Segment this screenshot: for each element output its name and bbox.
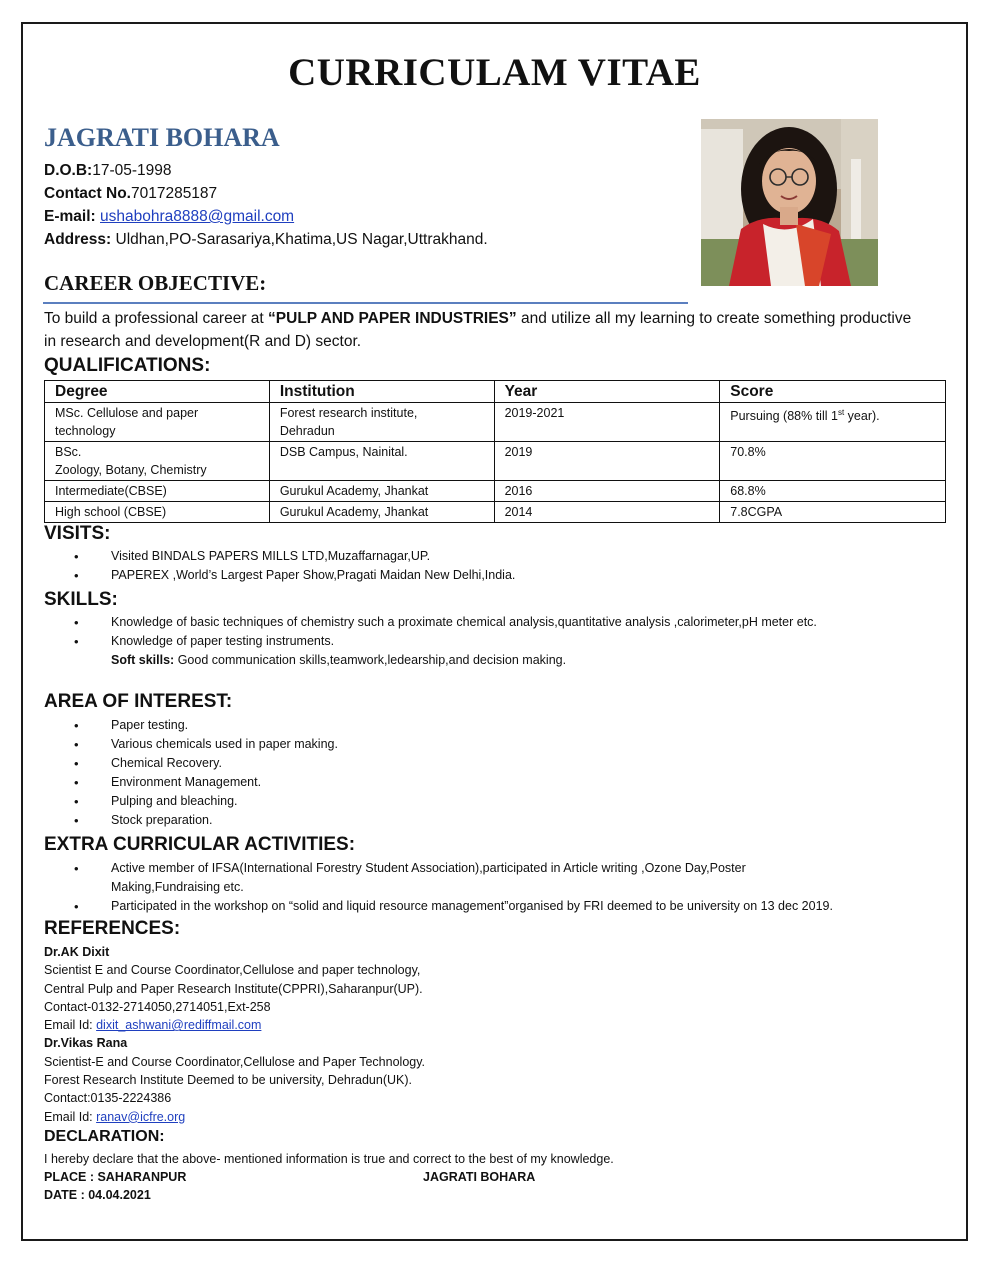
declaration-text: I hereby declare that the above- mentioned information is true and correct to the best of my knowledge. — [44, 1152, 614, 1166]
phone-line — [44, 184, 217, 204]
dob-value: 17-05-1998 — [92, 162, 172, 179]
reference-line: Scientist-E and Course Coordinator,Cellulose and Paper Technology. — [44, 1054, 426, 1069]
reference-line: Forest Research Institute Deemed to be university, Dehradun(UK). — [44, 1073, 412, 1088]
score-cell — [720, 403, 946, 442]
list-item: • Paper testing. — [74, 716, 338, 735]
year-cell: 2016 — [494, 481, 720, 502]
career-objective-text — [44, 307, 924, 353]
score-text: Pursuing (88% till 1 — [730, 409, 838, 424]
reference-line: Contact-0132-2714050,2714051,Ext-258 — [44, 999, 271, 1014]
soft-skills-label: Soft skills: — [111, 653, 175, 667]
institution-cell: Gurukul Academy, Jhankat — [269, 481, 494, 502]
reference-name: Dr.Vikas Rana — [44, 1036, 128, 1051]
address-label: Address: — [44, 231, 112, 248]
degree-cell — [45, 403, 270, 442]
list-item: • Stock preparation. — [74, 811, 338, 830]
place-line: PLACE : SAHARANPUR — [44, 1170, 187, 1184]
qualifications-heading: QUALIFICATIONS: — [44, 355, 211, 376]
score-cell: 68.8% — [720, 481, 946, 502]
year-cell: 2019-2021 — [494, 403, 720, 442]
year-cell: 2019 — [494, 442, 720, 481]
objective-text-end: and utilize all my learning to create something productive in research and development(R and D) sector. — [44, 310, 912, 350]
list-item: • Pulping and bleaching. — [74, 792, 338, 811]
reference-entry — [44, 943, 425, 1126]
table-header-row — [45, 381, 946, 403]
dob-line — [44, 161, 172, 181]
list-item: • Knowledge of basic techniques of chemistry such a proximate chemical analysis,quantitative analysis ,calorimeter,pH meter etc. — [74, 613, 817, 632]
cell-line: Forest research institute, — [279, 406, 418, 420]
list-item: • Various chemicals used in paper making. — [74, 735, 338, 754]
soft-skills-text: Good communication skills,teamwork,ledearship,and decision making. — [174, 653, 567, 667]
cell-line: technology — [55, 424, 116, 438]
ordinal-suffix: st — [837, 408, 845, 417]
address-line — [44, 230, 488, 250]
reference-email-label: Email Id: — [44, 1109, 97, 1124]
institution-cell: DSB Campus, Nainital. — [269, 442, 494, 481]
visits-list — [74, 547, 515, 585]
column-header: Institution — [269, 381, 494, 403]
objective-text-emphasis: “PULP AND PAPER INDUSTRIES” — [268, 310, 517, 327]
signature-name: JAGRATI BOHARA — [423, 1170, 536, 1184]
reference-line: Central Pulp and Paper Research Institute(CPPRI),Saharanpur(UP). — [44, 981, 423, 996]
email-link[interactable]: ushabohra8888@gmail.com — [100, 208, 295, 225]
dob-label: D.O.B: — [44, 162, 93, 179]
reference-name: Dr.AK Dixit — [44, 945, 110, 959]
cell-line: MSc. Cellulose and paper — [55, 406, 199, 420]
list-item: • Visited BINDALS PAPERS MILLS LTD,Muzaffarnagar,UP. — [74, 547, 515, 566]
list-item: • PAPEREX ,World’s Largest Paper Show,Pragati Maidan New Delhi,India. — [74, 566, 515, 585]
candidate-name: JAGRATI BOHARA — [44, 123, 280, 152]
institution-cell: Gurukul Academy, Jhankat — [269, 502, 494, 523]
extra-curricular-list — [74, 859, 904, 916]
table-row — [45, 403, 946, 442]
phone-label: Contact No. — [44, 185, 131, 202]
extra-curricular-heading: EXTRA CURRICULAR ACTIVITIES: — [44, 834, 356, 855]
declaration-heading: DECLARATION: — [44, 1128, 165, 1145]
qualifications-table — [44, 380, 946, 523]
area-of-interest-heading: AREA OF INTEREST: — [44, 691, 233, 712]
score-cell: 70.8% — [720, 442, 946, 481]
visits-heading: VISITS: — [44, 523, 111, 544]
document-title: CURRICULAM VITAE — [288, 51, 701, 94]
cell-line: BSc. — [55, 445, 82, 459]
cell-line: Zoology, Botany, Chemistry — [55, 463, 207, 477]
list-item: • Active member of IFSA(International Forestry Student Association),participated in Article writing ,Ozone Day,Poster Making,Fundraising etc. — [74, 859, 771, 897]
email-line — [44, 207, 294, 227]
reference-line: Scientist E and Course Coordinator,Cellulose and paper technology, — [44, 963, 421, 978]
degree-cell: High school (CBSE) — [45, 502, 270, 523]
skills-list — [74, 613, 817, 651]
degree-cell — [45, 442, 270, 481]
reference-email-label: Email Id: — [44, 1018, 97, 1033]
list-item: • Chemical Recovery. — [74, 754, 338, 773]
interest-list — [74, 716, 338, 830]
score-text-end: year). — [844, 409, 880, 424]
career-objective-heading: CAREER OBJECTIVE: — [44, 271, 267, 295]
column-header: Year — [494, 381, 720, 403]
table-row — [45, 442, 946, 481]
profile-photo — [701, 119, 878, 286]
reference-line: Contact:0135-2224386 — [44, 1091, 172, 1106]
reference-email-link[interactable]: ranav@icfre.org — [96, 1109, 186, 1124]
soft-skills-line — [111, 651, 566, 669]
objective-text-start: To build a professional career at — [44, 310, 269, 327]
skills-heading: SKILLS: — [44, 589, 118, 610]
score-cell: 7.8CGPA — [720, 502, 946, 523]
cell-line: Dehradun — [279, 424, 335, 438]
heading-divider — [43, 302, 688, 304]
list-item: • Knowledge of paper testing instruments. — [74, 632, 817, 651]
list-item: • Environment Management. — [74, 773, 338, 792]
institution-cell — [269, 403, 494, 442]
date-line: DATE : 04.04.2021 — [44, 1188, 151, 1202]
degree-cell: Intermediate(CBSE) — [45, 481, 270, 502]
phone-value: 7017285187 — [130, 185, 218, 202]
table-row — [45, 481, 946, 502]
year-cell: 2014 — [494, 502, 720, 523]
list-item: • Participated in the workshop on “solid and liquid resource management”organised by FRI deemed to be university on 13 dec 2019. — [74, 897, 904, 916]
address-value: Uldhan,PO-Sarasariya,Khatima,US Nagar,Uttrakhand. — [115, 231, 488, 248]
email-label: E-mail: — [44, 208, 96, 225]
reference-email-link[interactable]: dixit_ashwani@rediffmail.com — [96, 1018, 262, 1033]
column-header: Score — [720, 381, 946, 403]
table-row — [45, 502, 946, 523]
column-header: Degree — [45, 381, 270, 403]
references-heading: REFERENCES: — [44, 918, 181, 939]
